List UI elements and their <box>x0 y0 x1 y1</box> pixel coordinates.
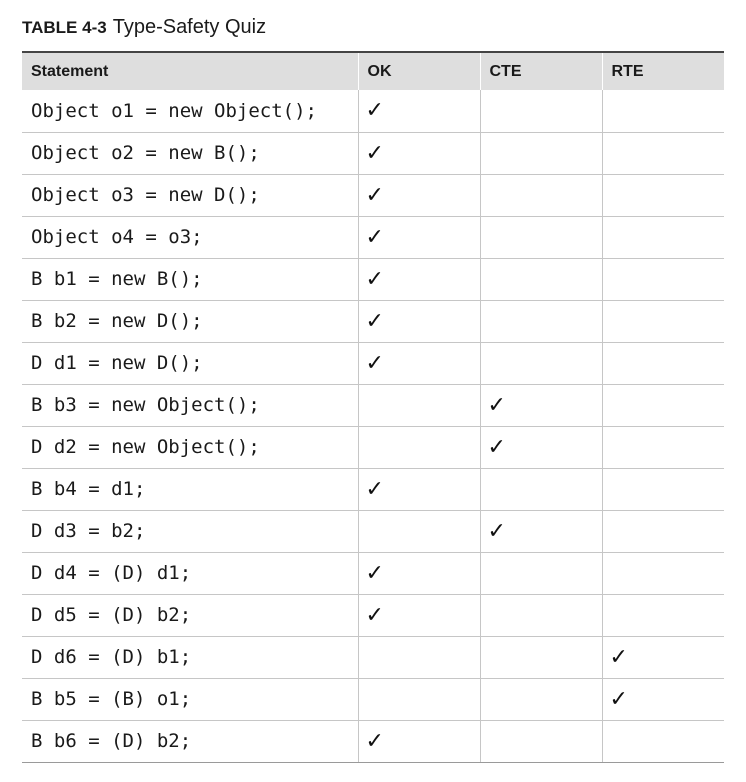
statement-cell: D d1 = new D(); <box>22 342 358 384</box>
table-number: TABLE 4-3 <box>22 18 107 37</box>
ok-cell <box>358 132 480 174</box>
rte-cell <box>602 384 724 426</box>
table-body <box>22 90 724 762</box>
checkmark-icon: ✓ <box>365 182 384 208</box>
cte-cell <box>480 594 602 636</box>
statement-cell: Object o1 = new Object(); <box>22 90 358 132</box>
table-caption <box>22 14 266 40</box>
table-row <box>22 384 724 426</box>
checkmark-icon: ✓ <box>609 686 628 712</box>
rte-cell <box>602 720 724 762</box>
table-header <box>22 52 724 90</box>
statement-cell: Object o3 = new D(); <box>22 174 358 216</box>
ok-cell <box>358 552 480 594</box>
ok-cell <box>358 90 480 132</box>
table-row <box>22 90 724 132</box>
statement-cell: B b3 = new Object(); <box>22 384 358 426</box>
table-row <box>22 594 724 636</box>
table-row <box>22 426 724 468</box>
statement-cell: B b2 = new D(); <box>22 300 358 342</box>
cte-cell <box>480 216 602 258</box>
table-row <box>22 468 724 510</box>
statement-cell: B b5 = (B) o1; <box>22 678 358 720</box>
cte-cell <box>480 384 602 426</box>
table-row <box>22 720 724 762</box>
type-safety-quiz-table <box>22 51 724 763</box>
rte-cell <box>602 468 724 510</box>
table-row <box>22 216 724 258</box>
statement-cell: Object o2 = new B(); <box>22 132 358 174</box>
ok-cell <box>358 636 480 678</box>
header-statement: Statement <box>22 52 358 90</box>
statement-cell: D d3 = b2; <box>22 510 358 552</box>
ok-cell <box>358 342 480 384</box>
ok-cell <box>358 384 480 426</box>
checkmark-icon: ✓ <box>365 98 384 124</box>
checkmark-icon: ✓ <box>365 476 384 502</box>
rte-cell <box>602 132 724 174</box>
cte-cell <box>480 342 602 384</box>
header-row <box>22 52 724 90</box>
table-row <box>22 300 724 342</box>
statement-cell: D d6 = (D) b1; <box>22 636 358 678</box>
rte-cell <box>602 552 724 594</box>
checkmark-icon: ✓ <box>487 434 506 460</box>
table-row <box>22 258 724 300</box>
checkmark-icon: ✓ <box>365 140 384 166</box>
checkmark-icon: ✓ <box>365 728 384 754</box>
table-row <box>22 342 724 384</box>
ok-cell <box>358 174 480 216</box>
checkmark-icon: ✓ <box>365 308 384 334</box>
ok-cell <box>358 510 480 552</box>
rte-cell <box>602 594 724 636</box>
checkmark-icon: ✓ <box>365 350 384 376</box>
ok-cell <box>358 720 480 762</box>
checkmark-icon: ✓ <box>365 560 384 586</box>
rte-cell <box>602 300 724 342</box>
checkmark-icon: ✓ <box>365 602 384 628</box>
rte-cell <box>602 342 724 384</box>
statement-cell: B b4 = d1; <box>22 468 358 510</box>
rte-cell <box>602 216 724 258</box>
cte-cell <box>480 552 602 594</box>
rte-cell <box>602 258 724 300</box>
table-row <box>22 678 724 720</box>
rte-cell <box>602 636 724 678</box>
ok-cell <box>358 258 480 300</box>
header-ok: OK <box>358 52 480 90</box>
header-cte: CTE <box>480 52 602 90</box>
statement-cell: D d5 = (D) b2; <box>22 594 358 636</box>
cte-cell <box>480 258 602 300</box>
ok-cell <box>358 678 480 720</box>
checkmark-icon: ✓ <box>365 224 384 250</box>
checkmark-icon: ✓ <box>365 266 384 292</box>
statement-cell: B b1 = new B(); <box>22 258 358 300</box>
statement-cell: D d4 = (D) d1; <box>22 552 358 594</box>
cte-cell <box>480 426 602 468</box>
rte-cell <box>602 426 724 468</box>
table-title: Type-Safety Quiz <box>112 16 267 38</box>
table-row <box>22 552 724 594</box>
checkmark-icon: ✓ <box>487 518 506 544</box>
cte-cell <box>480 300 602 342</box>
cte-cell <box>480 510 602 552</box>
checkmark-icon: ✓ <box>487 392 506 418</box>
cte-cell <box>480 720 602 762</box>
statement-cell: D d2 = new Object(); <box>22 426 358 468</box>
header-rte: RTE <box>602 52 724 90</box>
cte-cell <box>480 174 602 216</box>
rte-cell <box>602 510 724 552</box>
cte-cell <box>480 132 602 174</box>
rte-cell <box>602 174 724 216</box>
ok-cell <box>358 594 480 636</box>
ok-cell <box>358 300 480 342</box>
cte-cell <box>480 468 602 510</box>
table-row <box>22 174 724 216</box>
statement-cell: Object o4 = o3; <box>22 216 358 258</box>
statement-cell: B b6 = (D) b2; <box>22 720 358 762</box>
cte-cell <box>480 636 602 678</box>
table-row <box>22 132 724 174</box>
table-row <box>22 636 724 678</box>
cte-cell <box>480 90 602 132</box>
rte-cell <box>602 678 724 720</box>
table-row <box>22 510 724 552</box>
checkmark-icon: ✓ <box>609 644 628 670</box>
cte-cell <box>480 678 602 720</box>
ok-cell <box>358 426 480 468</box>
ok-cell <box>358 216 480 258</box>
ok-cell <box>358 468 480 510</box>
rte-cell <box>602 90 724 132</box>
